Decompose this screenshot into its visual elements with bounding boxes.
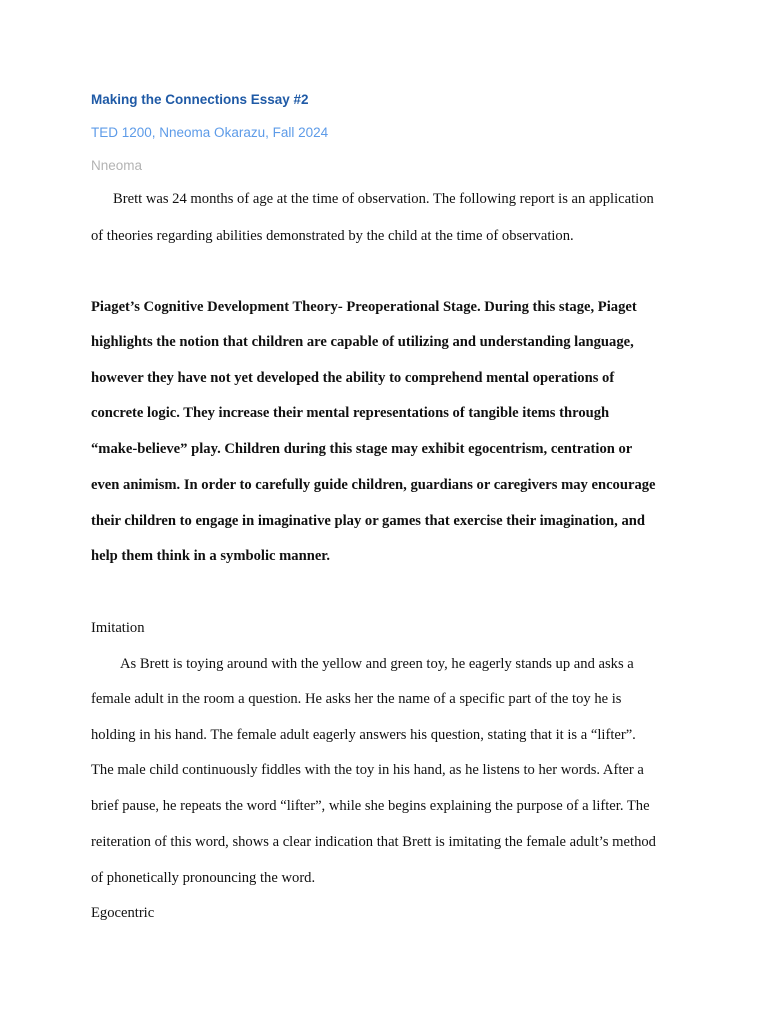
theory-line: their children to engage in imaginative play or games that exercise their imagination, and [91, 513, 645, 529]
theory-line: “make-believe” play. Children during this stage may exhibit egocentrism, centration or [91, 441, 633, 457]
imitation-line: of phonetically pronouncing the word. [91, 870, 316, 886]
imitation-line: reiteration of this word, shows a clear indication that Brett is imitating the female adult’s method [91, 834, 656, 850]
theory-line: Piaget’s Cognitive Development Theory- Preoperational Stage. During this stage, Piaget [91, 299, 637, 315]
section-heading-imitation: Imitation [91, 620, 145, 636]
section-heading-egocentric: Egocentric [91, 905, 155, 921]
intro-line: of theories regarding abilities demonstrated by the child at the time of observation. [91, 228, 574, 244]
imitation-line: female adult in the room a question. He asks her the name of a specific part of the toy he is [91, 691, 622, 707]
theory-line: concrete logic. They increase their mental representations of tangible items through [91, 405, 610, 421]
theory-line: even animism. In order to carefully guide children, guardians or caregivers may encourage [91, 477, 656, 493]
document-subtitle: TED 1200, Nneoma Okarazu, Fall 2024 [91, 125, 329, 140]
theory-line: however they have not yet developed the ability to comprehend mental operations of [91, 370, 615, 386]
theory-line: help them think in a symbolic manner. [91, 548, 331, 564]
intro-line: Brett was 24 months of age at the time of observation. The following report is an application [113, 191, 654, 207]
document-author: Nneoma [91, 158, 143, 173]
document-title: Making the Connections Essay #2 [91, 92, 309, 107]
imitation-line: holding in his hand. The female adult eagerly answers his question, stating that it is a “lifter”. [91, 727, 636, 743]
imitation-line: The male child continuously fiddles with the toy in his hand, as he listens to her words. After a [91, 762, 644, 778]
imitation-line: As Brett is toying around with the yellow and green toy, he eagerly stands up and asks a [120, 656, 634, 672]
theory-line: highlights the notion that children are capable of utilizing and understanding language, [91, 334, 634, 350]
imitation-line: brief pause, he repeats the word “lifter”, while she begins explaining the purpose of a lifter. The [91, 798, 650, 814]
